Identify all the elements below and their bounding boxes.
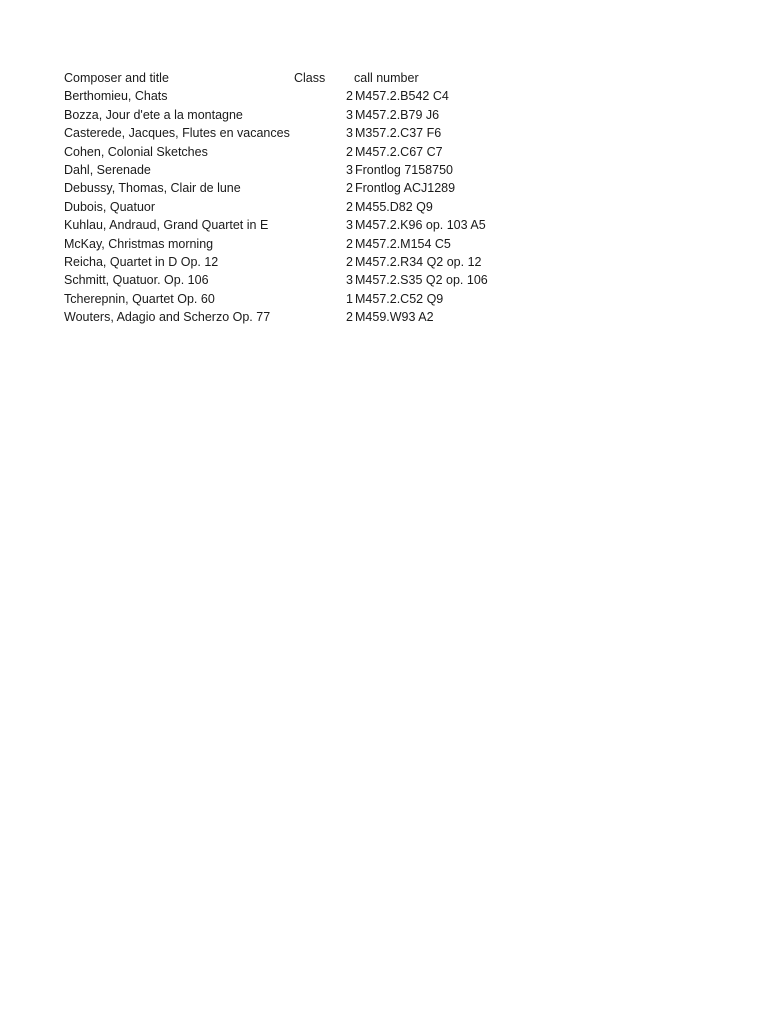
row-title: Dubois, Quatuor (64, 199, 156, 214)
row-class: 2 (346, 144, 353, 159)
row-title: Schmitt, Quatuor. Op. 106 (64, 273, 209, 288)
row-class: 2 (346, 89, 353, 104)
row-call-number: M357.2.C37 F6 (355, 126, 442, 141)
row-class: 2 (346, 199, 353, 214)
row-class: 1 (346, 291, 353, 306)
row-title: Bozza, Jour d'ete a la montagne (64, 107, 243, 122)
row-title: Cohen, Colonial Sketches (64, 144, 208, 159)
row-class: 2 (346, 236, 353, 251)
row-call-number: M457.2.M154 C5 (355, 236, 451, 251)
row-class: 2 (346, 181, 353, 196)
row-class: 3 (346, 218, 353, 233)
row-class: 3 (346, 162, 353, 177)
row-class: 3 (346, 107, 353, 122)
row-class: 2 (346, 254, 353, 269)
row-call-number: M457.2.B542 C4 (355, 89, 449, 104)
row-title: Reicha, Quartet in D Op. 12 (64, 254, 219, 269)
row-call-number: M457.2.K96 op. 103 A5 (355, 218, 486, 233)
row-call-number: M457.2.B79 J6 (355, 107, 440, 122)
header-class: Class (294, 71, 326, 85)
header-call-number: call number (354, 71, 419, 85)
row-call-number: M457.2.C52 Q9 (355, 291, 444, 306)
row-call-number: Frontlog 7158750 (355, 162, 453, 177)
row-call-number: Frontlog ACJ1289 (355, 181, 456, 196)
row-class: 3 (346, 273, 353, 288)
row-title: Debussy, Thomas, Clair de lune (64, 181, 241, 196)
header-composer-title: Composer and title (64, 71, 169, 85)
row-call-number: M455.D82 Q9 (355, 199, 433, 214)
row-title: Wouters, Adagio and Scherzo Op. 77 (64, 310, 271, 325)
row-call-number: M457.2.R34 Q2 op. 12 (355, 254, 482, 269)
row-call-number: M457.2.S35 Q2 op. 106 (355, 273, 488, 288)
row-title: Casterede, Jacques, Flutes en vacances (64, 126, 290, 141)
row-title: Tcherepnin, Quartet Op. 60 (64, 291, 215, 306)
row-call-number: M459.W93 A2 (355, 310, 434, 325)
row-title: Dahl, Serenade (64, 162, 151, 177)
row-title: Kuhlau, Andraud, Grand Quartet in E (64, 218, 269, 233)
row-class: 3 (346, 126, 353, 141)
row-title: Berthomieu, Chats (64, 89, 168, 104)
row-call-number: M457.2.C67 C7 (355, 144, 443, 159)
row-class: 2 (346, 310, 353, 325)
row-title: McKay, Christmas morning (64, 236, 214, 251)
